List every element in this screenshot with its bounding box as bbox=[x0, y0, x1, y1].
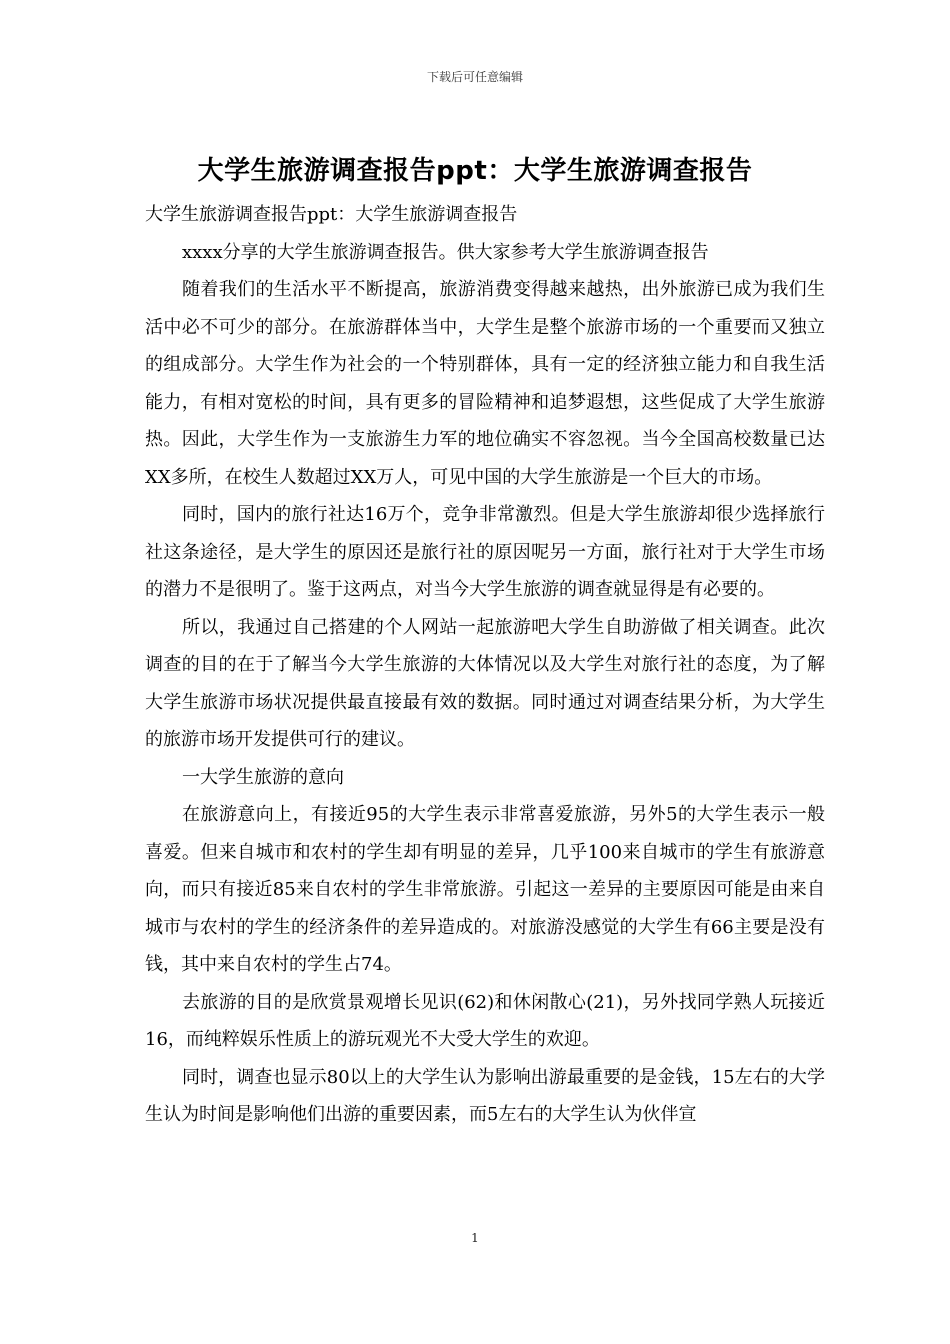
paragraph: 所以，我通过自己搭建的个人网站一起旅游吧大学生自助游做了相关调查。此次调查的目的在于了解当今大学生旅游的大体情况以及大学生对旅行社的态度，为了解大学生旅游市场状况提供最直接最有效的数据。同时通过对调查结果分析，为大学生的旅游市场开发提供可行的建议。 bbox=[145, 616, 825, 750]
paragraph: 在旅游意向上，有接近95的大学生表示非常喜爱旅游，另外5的大学生表示一般喜爱。但来自城市和农村的学生却有明显的差异，几乎100来自城市的学生有旅游意向，而只有接近85来自农村的学生非常旅游。引起这一差异的主要原因可能是由来自城市与农村的学生的经济条件的差异造成的。对旅游没感觉的大学生有66主要是没有钱，其中来自农村的学生占74。 bbox=[145, 804, 825, 975]
paragraph: 去旅游的目的是欣赏景观增长见识(62)和休闲散心(21)，另外找同学熟人玩接近16，而纯粹娱乐性质上的游玩观光不大受大学生的欢迎。 bbox=[145, 991, 825, 1050]
document-body bbox=[145, 196, 825, 1134]
document-title: 大学生旅游调查报告ppt：大学生旅游调查报告 bbox=[197, 156, 753, 186]
paragraph: 随着我们的生活水平不断提高，旅游消费变得越来越热，出外旅游已成为我们生活中必不可少的部分。在旅游群体当中，大学生是整个旅游市场的一个重要而又独立的组成部分。大学生作为社会的一个特别群体，具有一定的经济独立能力和自我生活能力，有相对宽松的时间，具有更多的冒险精神和追梦遐想，这些促成了大学生旅游热。因此，大学生作为一支旅游生力军的地位确实不容忽视。当今全国高校数量已达XX多所，在校生人数超过XX万人，可见中国的大学生旅游是一个巨大的市场。 bbox=[145, 279, 825, 488]
header-note: 下载后可任意编辑 bbox=[426, 70, 523, 84]
paragraph: 同时，国内的旅行社达16万个，竞争非常激烈。但是大学生旅游却很少选择旅行社这条途径，是大学生的原因还是旅行社的原因呢另一方面，旅行社对于大学生市场的潜力不是很明了。鉴于这两点，对当今大学生旅游的调查就显得是有必要的。 bbox=[145, 504, 825, 600]
paragraph-subtitle: 大学生旅游调查报告ppt：大学生旅游调查报告 bbox=[145, 204, 518, 225]
page-number: 1 bbox=[471, 1231, 479, 1245]
paragraph: 同时，调查也显示80以上的大学生认为影响出游最重要的是金钱，15左右的大学生认为时间是影响他们出游的重要因素，而5左右的大学生认为伙伴宣 bbox=[145, 1066, 825, 1125]
paragraph-intro: xxxx分享的大学生旅游调查报告。供大家参考大学生旅游调查报告 bbox=[182, 241, 709, 263]
section-heading: 一大学生旅游的意向 bbox=[182, 766, 344, 788]
